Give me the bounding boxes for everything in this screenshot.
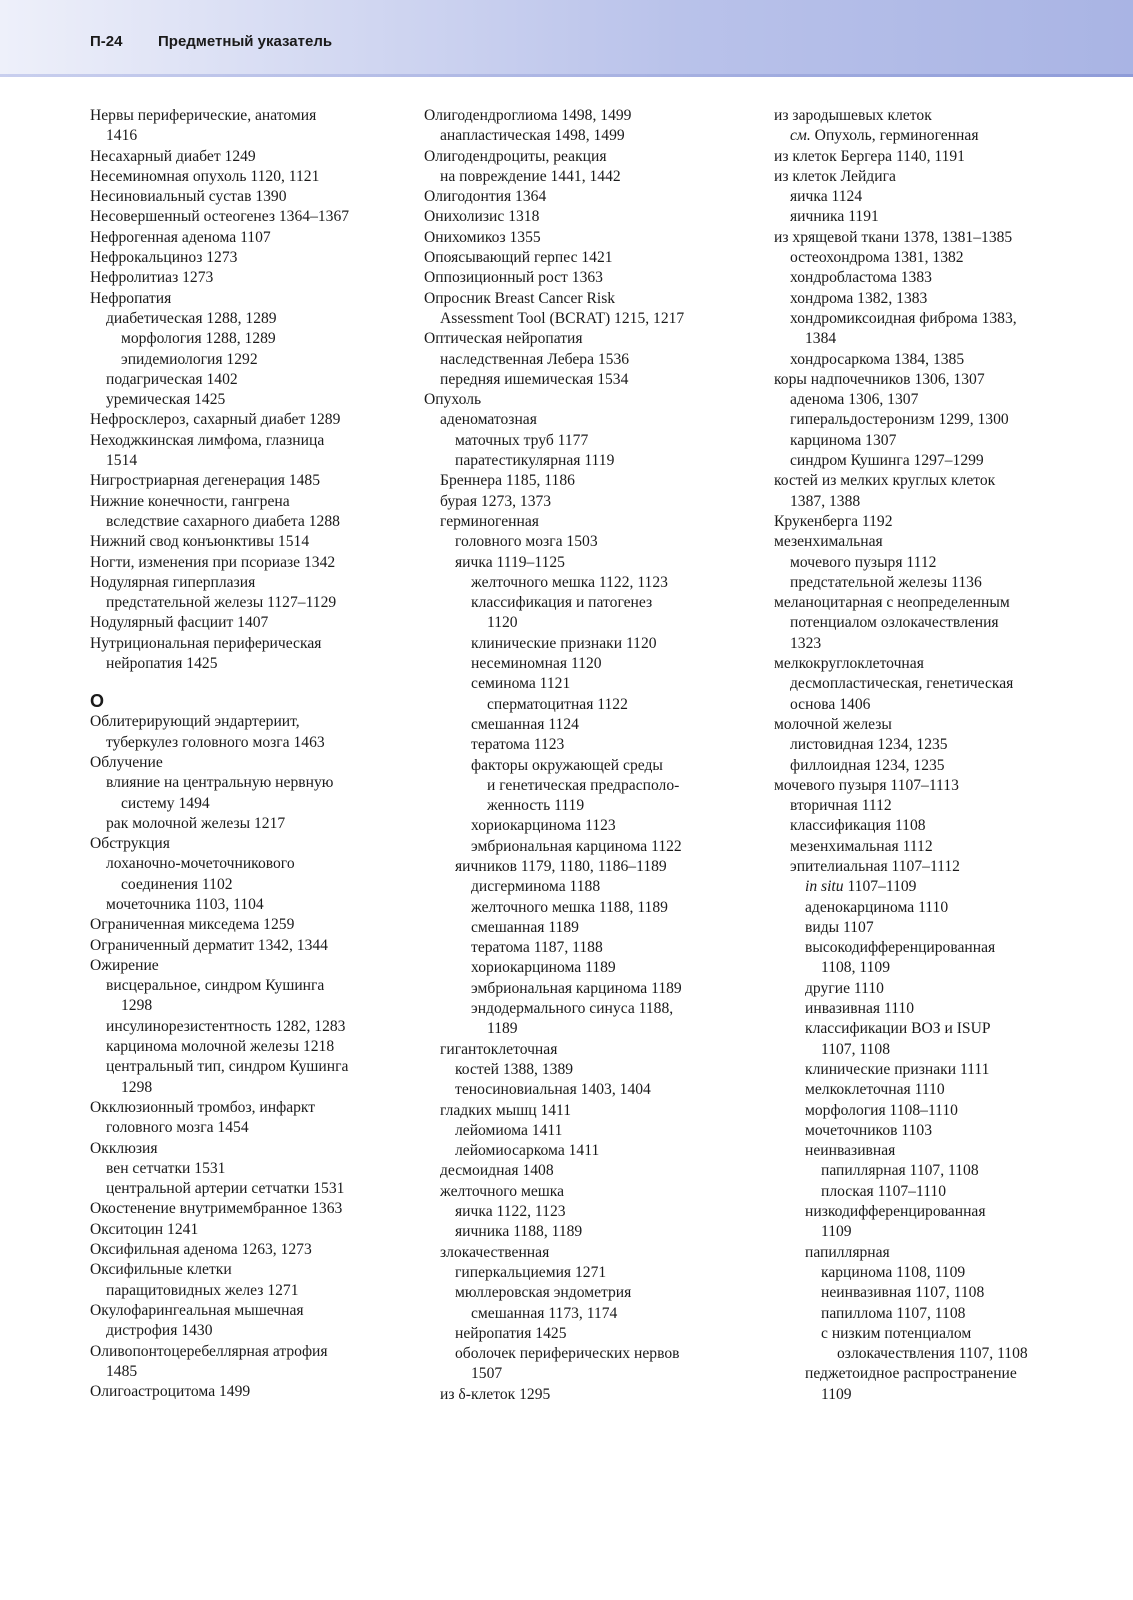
index-entry: головного мозга 1503 — [455, 533, 598, 551]
index-entry: желточного мешка — [440, 1182, 565, 1200]
index-entry: Нижние конечности, гангрена — [90, 492, 290, 510]
index-entry: нейропатия 1425 — [455, 1324, 567, 1342]
index-entry: мелкоклеточная 1110 — [805, 1081, 945, 1099]
index-entry: 1384 — [805, 330, 837, 348]
index-entry: Ограниченная микседема 1259 — [90, 916, 295, 934]
index-entry: морфология 1288, 1289 — [121, 330, 276, 348]
index-entry: Онихолизис 1318 — [424, 208, 540, 226]
index-entry: Нефрокальциноз 1273 — [90, 249, 238, 267]
index-entry: семинома 1121 — [471, 675, 571, 693]
index-entry: факторы окружающей среды — [471, 756, 663, 774]
index-entry: карцинома 1307 — [790, 431, 897, 449]
index-entry: Олигодонтия 1364 — [424, 188, 547, 206]
index-entry: Оливопонтоцеребеллярная атрофия — [90, 1342, 328, 1360]
index-entry: эмбриональная карцинома 1122 — [471, 837, 682, 855]
index-entry: Неходжкинская лимфома, глазница — [90, 431, 325, 449]
index-entry: наследственная Лебера 1536 — [440, 350, 630, 368]
index-entry: яичников 1179, 1180, 1186–1189 — [455, 857, 667, 875]
index-entry: паратестикулярная 1119 — [455, 452, 615, 470]
index-entry: хондрома 1382, 1383 — [790, 289, 928, 307]
index-column-3 — [774, 106, 1114, 1405]
entry-prefix: in situ — [805, 878, 844, 896]
index-entry: карцинома 1108, 1109 — [821, 1263, 966, 1281]
index-entry: с низким потенциалом — [821, 1324, 972, 1342]
index-entry: высокодифференцированная — [805, 939, 996, 957]
index-entry: Окулофарингеальная мышечная — [90, 1301, 304, 1319]
index-entry: 1298 — [121, 1078, 153, 1096]
index-entry: Нижний свод конъюнктивы 1514 — [90, 533, 310, 551]
index-entry: Оксифильные клетки — [90, 1261, 232, 1279]
index-entry: женность 1119 — [487, 797, 585, 815]
index-entry: несеминомная 1120 — [471, 655, 602, 673]
index-entry: эмбриональная карцинома 1189 — [471, 979, 682, 997]
index-entry: другие 1110 — [805, 979, 884, 997]
index-entry: сперматоцитная 1122 — [487, 695, 628, 713]
index-entry: соединения 1102 — [121, 875, 233, 893]
index-entry: лейомиосаркома 1411 — [455, 1142, 600, 1160]
index-entry: Окклюзионный тромбоз, инфаркт — [90, 1098, 316, 1116]
index-entry: из хрящевой ткани 1378, 1381–1385 — [774, 228, 1013, 246]
index-entry: 1109 — [821, 1223, 852, 1241]
index-entry: инсулинорезистентность 1282, 1283 — [106, 1017, 346, 1035]
index-entry: дистрофия 1430 — [106, 1322, 213, 1340]
index-entry: Ожирение — [90, 956, 159, 974]
index-entry: смешанная 1173, 1174 — [471, 1304, 618, 1322]
index-entry: нейропатия 1425 — [106, 655, 218, 673]
index-entry: виды 1107 — [805, 918, 874, 936]
header-rule — [0, 74, 1133, 77]
index-entry: мочевого пузыря 1112 — [790, 553, 937, 571]
index-entry: подагрическая 1402 — [106, 370, 238, 388]
index-entry: гиперальдостеронизм 1299, 1300 — [790, 411, 1009, 429]
index-entry: морфология 1108–1110 — [805, 1101, 958, 1119]
index-entry: Assessment Tool (BCRAT) 1215, 1217 — [440, 309, 685, 327]
index-entry: висцеральное, синдром Кушинга — [106, 977, 325, 995]
index-entry: злокачественная — [440, 1243, 550, 1261]
index-entry: гладких мышц 1411 — [440, 1101, 572, 1119]
index-entry: Онихомикоз 1355 — [424, 228, 541, 246]
index-entry: хондросаркома 1384, 1385 — [790, 350, 965, 368]
index-entry: мочевого пузыря 1107–1113 — [774, 776, 959, 794]
index-entry: костей из мелких круглых клеток — [774, 472, 996, 490]
index-entry: хондробластома 1383 — [790, 269, 932, 287]
index-entry: мезенхимальная 1112 — [790, 837, 933, 855]
index-entry: и генетическая предрасполо- — [487, 776, 680, 794]
index-entry: аденоматозная — [440, 411, 537, 429]
index-entry: яичника 1188, 1189 — [455, 1223, 583, 1241]
index-entry: 1514 — [106, 452, 138, 470]
index-entry: папиллярная — [805, 1243, 890, 1261]
index-entry — [774, 126, 1114, 146]
index-entry: Облучение — [90, 753, 163, 771]
index-entry: Олигодендроциты, реакция — [424, 147, 607, 165]
index-entry: десмоидная 1408 — [440, 1162, 554, 1180]
index-entry: Оптическая нейропатия — [424, 330, 583, 348]
index-entry: Нефрогенная аденома 1107 — [90, 228, 271, 246]
index-entry: 1416 — [106, 127, 138, 145]
index-entry: Нодулярный фасциит 1407 — [90, 614, 269, 632]
index-entry: лейомиома 1411 — [455, 1121, 563, 1139]
index-entry: классификация и патогенез — [471, 594, 653, 612]
index-entry: инвазивная 1110 — [805, 1000, 915, 1018]
index-entry: 1109 — [821, 1385, 852, 1403]
index-entry: вен сетчатки 1531 — [106, 1159, 226, 1177]
index-entry: Нефросклероз, сахарный диабет 1289 — [90, 411, 341, 429]
index-entry: педжетоидное распространение — [805, 1365, 1017, 1383]
index-entry: рак молочной железы 1217 — [106, 814, 286, 832]
index-entry: десмопластическая, генетическая — [790, 675, 1014, 693]
index-entry: низкодифференцированная — [805, 1203, 986, 1221]
index-entry: Опросник Breast Cancer Risk — [424, 289, 616, 307]
index-entry: папиллома 1107, 1108 — [821, 1304, 966, 1322]
index-entry: центральный тип, синдром Кушинга — [106, 1058, 349, 1076]
index-entry: вследствие сахарного диабета 1288 — [106, 512, 340, 530]
index-entry: Окклюзия — [90, 1139, 158, 1157]
index-entry: уремическая 1425 — [106, 391, 226, 409]
index-entry: остеохондрома 1381, 1382 — [790, 249, 964, 267]
index-entry: теносиновиальная 1403, 1404 — [455, 1081, 651, 1099]
index-entry: Ногти, изменения при псориазе 1342 — [90, 553, 336, 571]
index-entry: лоханочно-мочеточникового — [106, 855, 295, 873]
index-entry: 1485 — [106, 1362, 138, 1380]
index-entry: Бреннера 1185, 1186 — [440, 472, 575, 490]
index-entry: желточного мешка 1188, 1189 — [471, 898, 668, 916]
index-entry: яичка 1124 — [790, 188, 863, 206]
index-entry: оболочек периферических нервов — [455, 1345, 680, 1363]
index-entry: бурая 1273, 1373 — [440, 492, 552, 510]
index-entry: герминогенная — [440, 512, 539, 530]
index-entry: из клеток Лейдига — [774, 167, 896, 185]
index-entry: Олигодендроглиома 1498, 1499 — [424, 107, 632, 124]
index-entry: Несахарный диабет 1249 — [90, 147, 256, 165]
index-entry: Нутрициональная периферическая — [90, 634, 322, 652]
index-entry: яичка 1119–1125 — [455, 553, 565, 571]
index-entry: клинические признаки 1111 — [805, 1060, 990, 1078]
index-entry: влияние на центральную нервную — [106, 774, 334, 792]
index-entry: аденокарцинома 1110 — [805, 898, 949, 916]
index-entry: листовидная 1234, 1235 — [790, 736, 948, 754]
index-entry: Опоясывающий герпес 1421 — [424, 249, 613, 267]
index-entry: предстательной железы 1127–1129 — [106, 594, 337, 612]
index-entry: Несеминомная опухоль 1120, 1121 — [90, 167, 320, 185]
index-entry: из δ-клеток 1295 — [440, 1385, 551, 1403]
index-entry: вторичная 1112 — [790, 797, 892, 815]
index-entry: паращитовидных желез 1271 — [106, 1281, 299, 1299]
index-entry: смешанная 1189 — [471, 918, 579, 936]
index-entry: из клеток Бергера 1140, 1191 — [774, 147, 965, 165]
index-entry: 1298 — [121, 997, 153, 1015]
index-entry: на повреждение 1441, 1442 — [440, 167, 621, 185]
index-entry: яичника 1191 — [790, 208, 879, 226]
index-entry: филлоидная 1234, 1235 — [790, 756, 945, 774]
index-entry: неинвазивная — [805, 1142, 896, 1160]
index-entry: 1387, 1388 — [790, 492, 861, 510]
index-entry: Нигростриарная дегенерация 1485 — [90, 472, 321, 490]
index-entry: 1120 — [487, 614, 518, 632]
index-entry: центральной артерии сетчатки 1531 — [106, 1180, 345, 1198]
index-entry: 1507 — [471, 1365, 503, 1383]
index-column-1 — [90, 106, 410, 1402]
index-entry: мюллеровская эндометрия — [455, 1284, 632, 1302]
index-entry: озлокачествления 1107, 1108 — [837, 1345, 1028, 1363]
index-entry: Крукенберга 1192 — [774, 512, 893, 530]
index-entry: аденома 1306, 1307 — [790, 391, 919, 409]
running-title: Предметный указатель — [158, 33, 333, 50]
index-entry: неинвазивная 1107, 1108 — [821, 1284, 985, 1302]
index-entry: мелкокруглоклеточная — [774, 655, 924, 673]
index-column-2 — [424, 106, 754, 1405]
index-entry: Обструкция — [90, 835, 170, 853]
index-entry: потенциалом озлокачествления — [790, 614, 999, 632]
index-entry: молочной железы — [774, 715, 892, 733]
index-entry: мезенхимальная — [774, 533, 883, 551]
index-entry: Оппозиционный рост 1363 — [424, 269, 603, 287]
index-entry: плоская 1107–1110 — [821, 1182, 947, 1200]
index-entry: 1108, 1109 — [821, 959, 891, 977]
index-entry: коры надпочечников 1306, 1307 — [774, 370, 985, 388]
entry-text: 1107–1109 — [843, 878, 917, 896]
index-entry: 1323 — [790, 634, 822, 652]
index-entry: хондромиксоидная фиброма 1383, — [790, 309, 1017, 327]
index-entry: яичка 1122, 1123 — [455, 1203, 566, 1221]
index-entry: систему 1494 — [121, 794, 210, 812]
index-entry: из зародышевых клеток — [774, 107, 932, 124]
index-entry: эпидемиология 1292 — [121, 350, 258, 368]
index-entry: папиллярная 1107, 1108 — [821, 1162, 979, 1180]
index-entry: маточных труб 1177 — [455, 431, 589, 449]
index-entry: клинические признаки 1120 — [471, 634, 657, 652]
index-entry: основа 1406 — [790, 695, 871, 713]
index-entry: анапластическая 1498, 1499 — [440, 127, 625, 145]
index-entry: гиперкальциемия 1271 — [455, 1263, 607, 1281]
index-entry: диабетическая 1288, 1289 — [106, 309, 277, 327]
entry-prefix: см. — [790, 127, 811, 145]
entry-text: Опухоль, герминогенная — [810, 127, 979, 145]
index-entry: Несиновиальный сустав 1390 — [90, 188, 287, 206]
index-entry: Нефропатия — [90, 289, 172, 307]
index-entry: костей 1388, 1389 — [455, 1060, 574, 1078]
index-entry: эпителиальная 1107–1112 — [790, 857, 960, 875]
index-entry: хориокарцинома 1189 — [471, 959, 616, 977]
index-entry: Ограниченный дерматит 1342, 1344 — [90, 936, 328, 954]
index-entry: Облитерирующий эндартериит, — [90, 713, 300, 731]
index-entry: классификация 1108 — [790, 817, 926, 835]
index-entry: Окостенение внутримембранное 1363 — [90, 1200, 343, 1218]
index-entry: Нодулярная гиперплазия — [90, 573, 256, 591]
index-entry: тератома 1187, 1188 — [471, 939, 603, 957]
index-entry: карцинома молочной железы 1218 — [106, 1038, 335, 1056]
index-entry: мочеточника 1103, 1104 — [106, 895, 264, 913]
index-entry: 1189 — [487, 1020, 518, 1038]
index-entry: дисгерминома 1188 — [471, 878, 601, 896]
index-entry: классификации ВОЗ и ISUP — [805, 1020, 991, 1038]
index-entry: хориокарцинома 1123 — [471, 817, 616, 835]
index-entry: меланоцитарная с неопределенным — [774, 594, 1010, 612]
index-entry: головного мозга 1454 — [106, 1119, 249, 1137]
index-entry — [774, 877, 1114, 897]
index-entry: эндодермального синуса 1188, — [471, 1000, 674, 1018]
page-number: П-24 — [90, 33, 123, 50]
index-entry: предстательной железы 1136 — [790, 573, 982, 591]
index-entry: Оксифильная аденома 1263, 1273 — [90, 1241, 312, 1259]
index-entry: 1107, 1108 — [821, 1040, 891, 1058]
index-entry: Окситоцин 1241 — [90, 1220, 199, 1238]
index-entry: передняя ишемическая 1534 — [440, 370, 629, 388]
index-entry: синдром Кушинга 1297–1299 — [790, 452, 984, 470]
index-entry: тератома 1123 — [471, 736, 565, 754]
section-letter: О — [90, 691, 105, 712]
index-entry: Нервы периферические, анатомия — [90, 107, 317, 124]
index-entry: смешанная 1124 — [471, 715, 579, 733]
index-entry: Опухоль — [424, 391, 482, 409]
index-entry: гигантоклеточная — [440, 1040, 558, 1058]
index-entry: Несовершенный остеогенез 1364–1367 — [90, 208, 350, 226]
index-entry: мочеточников 1103 — [805, 1121, 933, 1139]
index-entry: Нефролитиаз 1273 — [90, 269, 214, 287]
index-entry: туберкулез головного мозга 1463 — [106, 733, 325, 751]
index-entry: Олигоастроцитома 1499 — [90, 1383, 251, 1401]
index-entry: желточного мешка 1122, 1123 — [471, 573, 668, 591]
